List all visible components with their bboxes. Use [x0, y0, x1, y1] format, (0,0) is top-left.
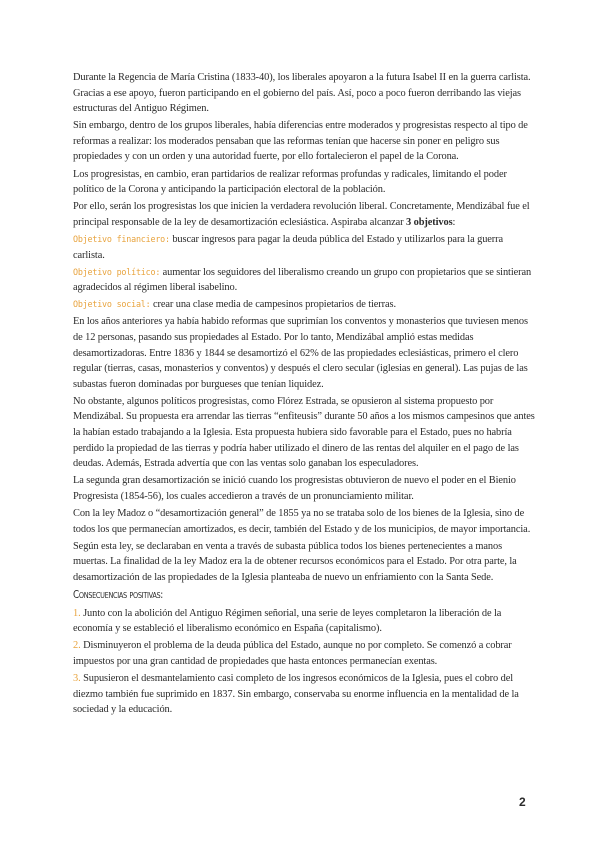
consequence-item — [73, 606, 535, 637]
paragraph-segunda-desamortizacion: La segunda gran desamortización se inició cuando los progresistas obtuvieron de nuevo el poder en el Bienio Progresista (1854-56), los cuales accedieron a través de un pronunciamiento militar. — [73, 475, 516, 502]
paragraph-mendizabal — [73, 199, 535, 230]
paragraph-progresistas: Los progresistas, en cambio, eran partidarios de realizar reformas profundas y radicales, limitando el poder político de la Corona y anticipando la participación electoral de la población. — [73, 168, 507, 196]
objective-text: buscar ingresos para pagar la deuda pública del Estado y utilizarlos para la guerra carlista. — [73, 233, 504, 261]
objective-tag: Objetivo social: — [73, 299, 151, 310]
objective-social — [73, 297, 535, 313]
objective-tag: Objetivo político: — [73, 266, 161, 277]
consequence-number: 1. — [73, 607, 81, 619]
section-heading-consecuencias: Consecuencias positivas: — [73, 588, 163, 601]
consequence-number: 2. — [73, 640, 81, 652]
objective-politico — [73, 265, 535, 296]
paragraph-regencia: Durante la Regencia de María Cristina (1833-40), los liberales apoyaron a la futura Isabel II en la guerra carlista. Gracias a ese apoyo, fueron participando en el gobierno del país. Así, poco a poco fueron derribando las viejas estructuras del Antiguo Régimen. — [73, 72, 531, 115]
consequence-item — [73, 671, 535, 718]
document-body — [73, 70, 535, 719]
objective-text: aumentar los seguidores del liberalismo creando un grupo con propietarios que se sintieran agradecidos al régimen liberal isabelino. — [73, 266, 532, 294]
consequence-text: Junto con la abolición del Antiguo Régimen señorial, una serie de leyes completaron la liberación de la economía y se estableció el liberalismo económico en España (capitalismo). — [73, 607, 502, 635]
objective-financiero — [73, 232, 535, 263]
objective-text: crear una clase media de campesinos propietarios de tierras. — [150, 299, 396, 311]
consequence-number: 3. — [73, 672, 81, 684]
paragraph-mendizabal-end: : — [452, 216, 456, 228]
paragraph-florez-estrada: No obstante, algunos políticos progresistas, como Flórez Estrada, se opusieron al sistema propuesto por Mendizábal. Su propuesta era arrendar las tierras “enfiteusis” durante 50 años a los mismos campesinos que antes la habían estado trabajando a la Iglesia. Esta propuesta hubiera sido favorable para el Estado, pues no habría perdido la propiedad de las tierras y podría haber utilizado el dinero de las rentas del alquiler en el pago de las deudas. Además, Estrada advertía que con las ventas solo ganaban los especuladores. — [73, 395, 535, 470]
page-number: 2 — [519, 795, 526, 809]
objectives-count: 3 objetivos — [406, 216, 453, 228]
paragraph-ley-madoz: Con la ley Madoz o “desamortización general” de 1855 ya no se trataba solo de los bienes de la Iglesia, sino de todos los que permanecían amortizados, es decir, también del Estado y de los municipios, de mayor importancia. — [73, 508, 531, 535]
paragraph-mendizabal-text: Por ello, serán los progresistas los que inicien la verdadera revolución liberal. Concretamente, Mendizábal fue el principal responsable de la ley de desamortización eclesiástica. Aspiraba alcanzar — [73, 201, 530, 228]
paragraph-subasta: Según esta ley, se declaraban en venta a través de subasta pública todos los bienes pertenecientes a manos muertas. La finalidad de la ley Madoz era la de obtener recursos económicos para el Estado. Por otra parte, la desamortización de las propiedades de la Iglesia planteaba de nuevo un enfriamiento con la Santa Sede. — [73, 540, 517, 583]
paragraph-moderados: Sin embargo, dentro de los grupos liberales, había diferencias entre moderados y progresistas respecto al tipo de reformas a realizar: los moderados pensaban que las reformas tenían que hacerse sin poner en peligro sus propiedades y con un orden y una autoridad fuerte, por ello fortalecieron el papel de la Corona. — [73, 120, 528, 163]
consequence-text: Supusieron el desmantelamiento casi completo de los ingresos económicos de la Iglesia, pues el cobro del diezmo también fue suprimido en 1837. Sin embargo, conservaba su enorme influencia en la mentalidad de la sociedad y la educación. — [73, 672, 519, 716]
consequence-text: Disminuyeron el problema de la deuda pública del Estado, aunque no por completo. Se comenzó a cobrar impuestos por una gran cantidad de propiedades que hasta entonces permanecían exentas. — [73, 640, 512, 667]
objective-tag: Objetivo financiero: — [73, 233, 170, 244]
consequence-item — [73, 638, 535, 669]
paragraph-reformas-anteriores: En los años anteriores ya había habido reformas que suprimían los conventos y monasterios que tuviesen menos de 12 personas, pasando sus propiedades al Estado. Por lo tanto, Mendizábal amplió estas medidas desamortizadoras. Entre 1836 y 1844 se desamortizó el 62% de las propiedades eclesiásticas, primero el clero regular (tierras, casas, monasterios y conventos) y después el clero secular (iglesias en general). Las pujas de las subastas fueron dominadas por burgueses que tenían liquidez. — [73, 316, 528, 390]
